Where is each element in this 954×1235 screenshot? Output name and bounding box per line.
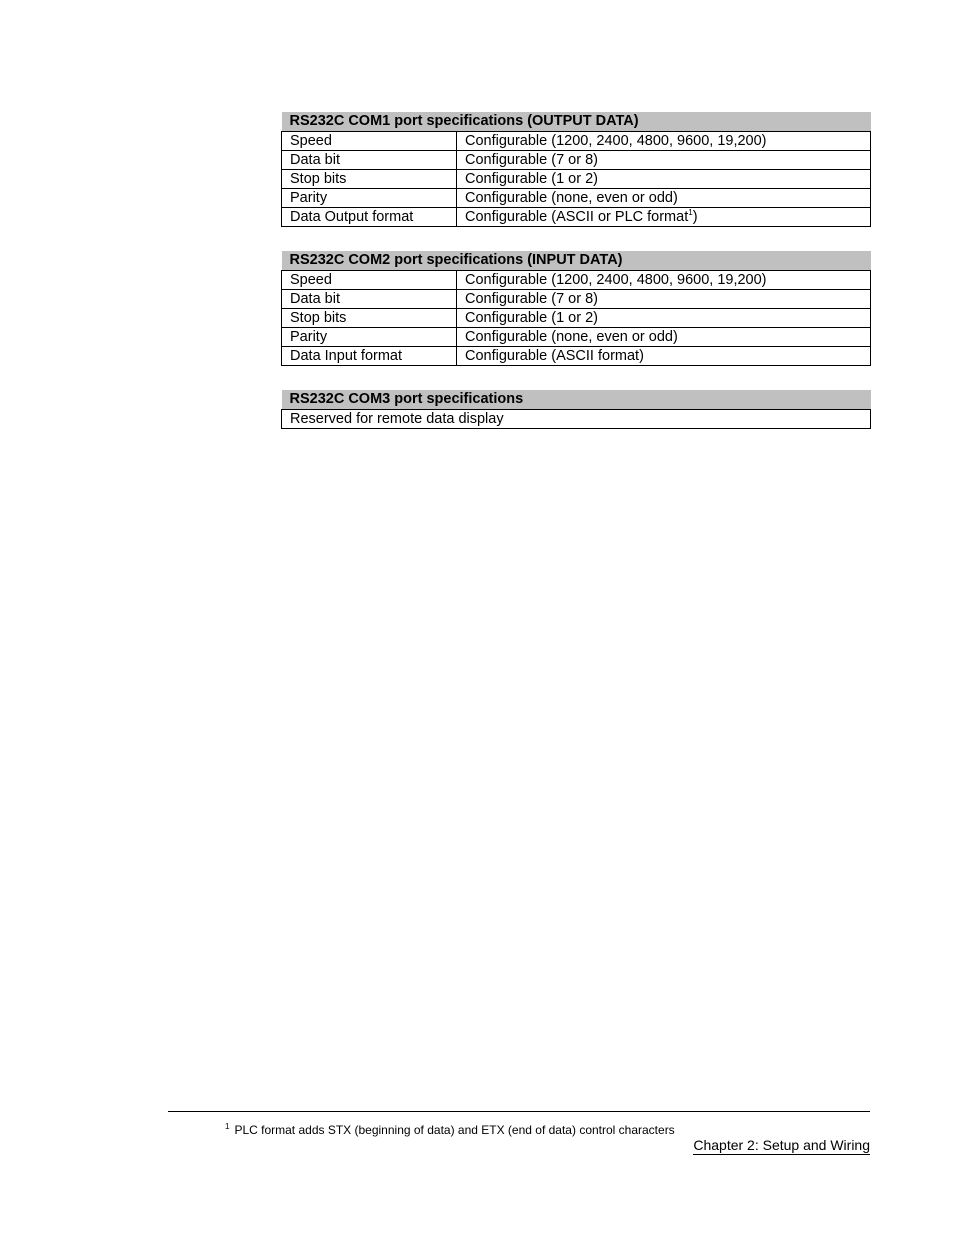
table-row: [282, 271, 871, 290]
footnote-divider: [168, 1111, 870, 1112]
spec-value: Configurable (ASCII format): [457, 347, 871, 366]
spec-value: Configurable (7 or 8): [457, 151, 871, 170]
spec-label: Data bit: [282, 151, 457, 170]
footnote-reference: 1: [688, 208, 693, 217]
spec-label: Speed: [282, 132, 457, 151]
com1-spec-table: [281, 112, 871, 227]
spec-label: Parity: [282, 328, 457, 347]
spec-label: Speed: [282, 271, 457, 290]
com2-spec-table: [281, 251, 871, 366]
spec-value: Configurable (1200, 2400, 4800, 9600, 19,200): [457, 132, 871, 151]
spec-label: Data Input format: [282, 347, 457, 366]
spec-label: Parity: [282, 189, 457, 208]
spec-value: Configurable (1 or 2): [457, 309, 871, 328]
spec-note: Reserved for remote data display: [282, 410, 871, 429]
page-footer-chapter: Chapter 2: Setup and Wiring: [693, 1137, 870, 1153]
spec-value: [457, 208, 871, 227]
table-row: [282, 347, 871, 366]
table-row: [282, 290, 871, 309]
table-row: [282, 208, 871, 227]
spec-label: Data bit: [282, 290, 457, 309]
spec-value: Configurable (1200, 2400, 4800, 9600, 19,200): [457, 271, 871, 290]
table-row: [282, 309, 871, 328]
com3-spec-table: [281, 390, 871, 429]
com3-table-title: RS232C COM3 port specifications: [282, 390, 871, 410]
table-row: [282, 189, 871, 208]
spec-label: Data Output format: [282, 208, 457, 227]
spec-value: Configurable (1 or 2): [457, 170, 871, 189]
spec-value: Configurable (none, even or odd): [457, 189, 871, 208]
table-row: [282, 151, 871, 170]
com2-table-title: RS232C COM2 port specifications (INPUT DATA): [282, 251, 871, 271]
table-row: [282, 132, 871, 151]
table-row: [282, 170, 871, 189]
com1-table-title: RS232C COM1 port specifications (OUTPUT DATA): [282, 112, 871, 132]
footnote-text: PLC format adds STX (beginning of data) and ETX (end of data) control characters: [234, 1123, 675, 1137]
spec-label: Stop bits: [282, 309, 457, 328]
footnote-marker: 1: [225, 1122, 230, 1131]
spec-value-text: Configurable (ASCII or PLC format: [465, 209, 689, 225]
spec-value: Configurable (7 or 8): [457, 290, 871, 309]
table-row: [282, 328, 871, 347]
spec-value-tail: ): [692, 209, 698, 225]
spec-value: Configurable (none, even or odd): [457, 328, 871, 347]
spec-label: Stop bits: [282, 170, 457, 189]
footnote: [225, 1119, 675, 1138]
table-row: [282, 410, 871, 429]
